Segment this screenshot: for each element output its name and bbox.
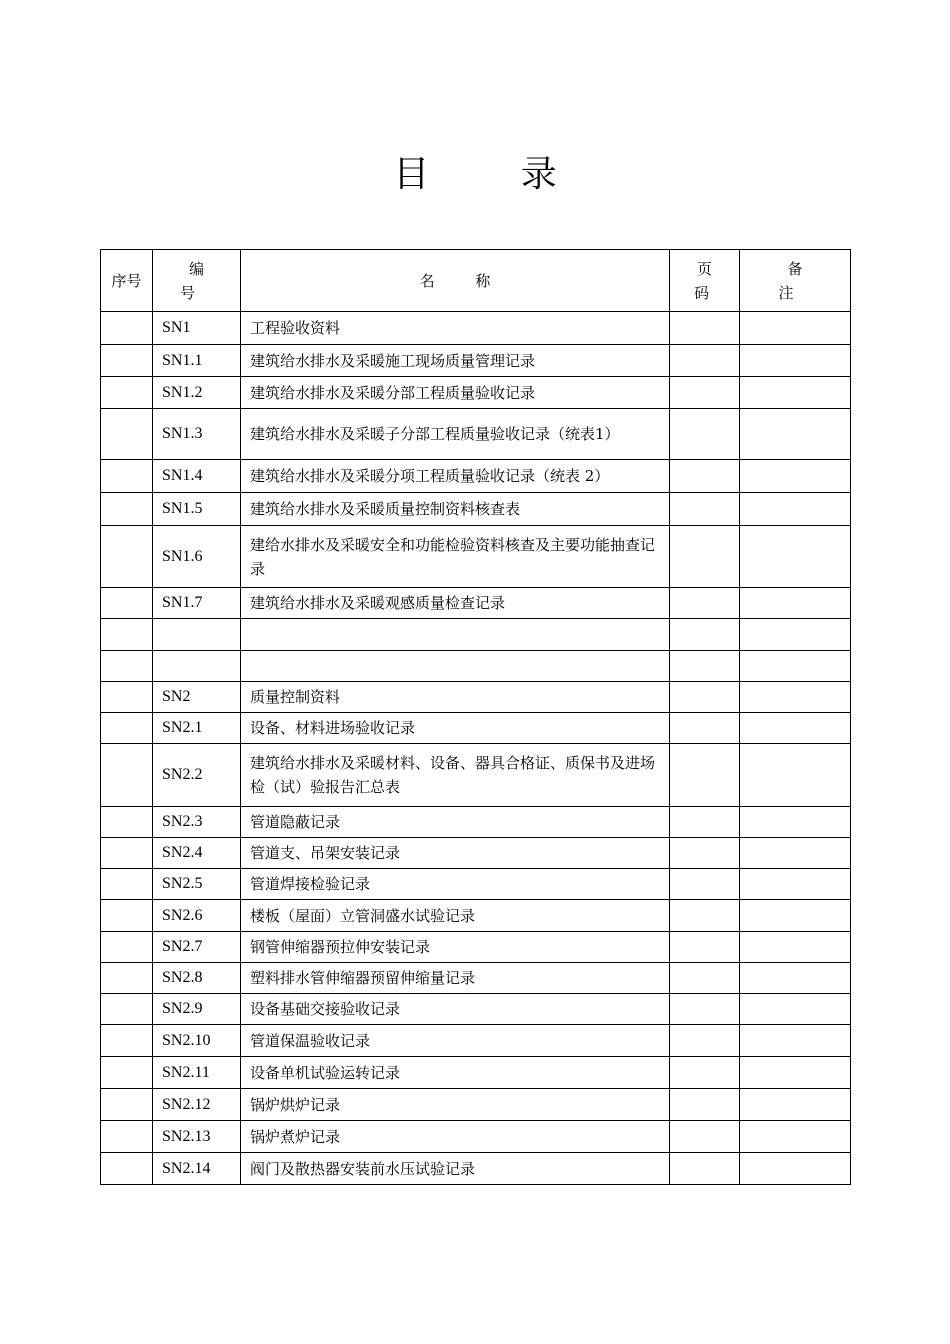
table-row bbox=[101, 345, 851, 377]
page-cell bbox=[670, 409, 740, 460]
name-cell: 建筑给水排水及采暖施工现场质量管理记录 bbox=[241, 345, 670, 377]
remark-cell bbox=[740, 682, 851, 713]
code-cell: SN2.11 bbox=[153, 1057, 241, 1089]
table-row bbox=[101, 1025, 851, 1057]
page-cell bbox=[670, 1121, 740, 1153]
seq-cell bbox=[101, 713, 153, 744]
remark-cell bbox=[740, 1121, 851, 1153]
code-cell: SN2.10 bbox=[153, 1025, 241, 1057]
name-cell: 阀门及散热器安装前水压试验记录 bbox=[241, 1153, 670, 1185]
code-cell: SN1.6 bbox=[153, 526, 241, 588]
header-seq: 序号 bbox=[101, 250, 153, 312]
seq-cell bbox=[101, 682, 153, 713]
page-cell bbox=[670, 1057, 740, 1089]
name-cell: 建筑给水排水及采暖分部工程质量验收记录 bbox=[241, 377, 670, 409]
name-cell: 管道保温验收记录 bbox=[241, 1025, 670, 1057]
name-cell bbox=[241, 619, 670, 651]
remark-cell bbox=[740, 994, 851, 1025]
name-cell bbox=[241, 651, 670, 682]
toc-body bbox=[101, 312, 851, 1185]
table-header-row bbox=[101, 250, 851, 312]
code-cell: SN1.2 bbox=[153, 377, 241, 409]
name-cell: 设备基础交接验收记录 bbox=[241, 994, 670, 1025]
remark-cell bbox=[740, 651, 851, 682]
table-row bbox=[101, 409, 851, 460]
seq-cell bbox=[101, 588, 153, 619]
table-row bbox=[101, 619, 851, 651]
name-cell: 钢管伸缩器预拉伸安装记录 bbox=[241, 932, 670, 963]
header-name: 名 称 bbox=[241, 250, 670, 312]
name-cell: 设备、材料进场验收记录 bbox=[241, 713, 670, 744]
table-row bbox=[101, 1089, 851, 1121]
table-row bbox=[101, 377, 851, 409]
seq-cell bbox=[101, 963, 153, 994]
page-cell bbox=[670, 377, 740, 409]
table-row bbox=[101, 493, 851, 526]
seq-cell bbox=[101, 932, 153, 963]
code-cell: SN2.14 bbox=[153, 1153, 241, 1185]
table-row bbox=[101, 807, 851, 838]
remark-cell bbox=[740, 409, 851, 460]
remark-cell bbox=[740, 1057, 851, 1089]
remark-cell bbox=[740, 963, 851, 994]
table-row bbox=[101, 1121, 851, 1153]
seq-cell bbox=[101, 1153, 153, 1185]
header-code: 编 号 bbox=[153, 250, 241, 312]
page-cell bbox=[670, 312, 740, 345]
remark-cell bbox=[740, 588, 851, 619]
remark-cell bbox=[740, 1153, 851, 1185]
seq-cell bbox=[101, 460, 153, 493]
name-cell: 建筑给水排水及采暖子分部工程质量验收记录（统表1） bbox=[241, 409, 670, 460]
page-cell bbox=[670, 588, 740, 619]
code-cell: SN1.4 bbox=[153, 460, 241, 493]
seq-cell bbox=[101, 1025, 153, 1057]
remark-cell bbox=[740, 713, 851, 744]
page-title: 目 录 bbox=[393, 154, 597, 195]
code-cell: SN2.12 bbox=[153, 1089, 241, 1121]
code-cell: SN2.8 bbox=[153, 963, 241, 994]
table-row bbox=[101, 838, 851, 869]
table-row bbox=[101, 651, 851, 682]
section-row bbox=[101, 682, 851, 713]
seq-cell bbox=[101, 409, 153, 460]
name-cell: 建给水排水及采暖安全和功能检验资料核查及主要功能抽查记录 bbox=[241, 526, 670, 588]
page-cell bbox=[670, 619, 740, 651]
page-cell bbox=[670, 1089, 740, 1121]
seq-cell bbox=[101, 526, 153, 588]
seq-cell bbox=[101, 651, 153, 682]
code-cell: SN2.4 bbox=[153, 838, 241, 869]
name-cell: 建筑给水排水及采暖观感质量检查记录 bbox=[241, 588, 670, 619]
table-row bbox=[101, 900, 851, 932]
page-cell bbox=[670, 744, 740, 807]
toc-table bbox=[100, 249, 851, 1185]
remark-cell bbox=[740, 900, 851, 932]
table-row bbox=[101, 526, 851, 588]
table-row bbox=[101, 869, 851, 900]
code-cell: SN1.7 bbox=[153, 588, 241, 619]
name-cell: 设备单机试验运转记录 bbox=[241, 1057, 670, 1089]
section-row bbox=[101, 312, 851, 345]
page-cell bbox=[670, 900, 740, 932]
table-row bbox=[101, 932, 851, 963]
code-cell: SN2.7 bbox=[153, 932, 241, 963]
code-cell: SN2.9 bbox=[153, 994, 241, 1025]
seq-cell bbox=[101, 619, 153, 651]
code-cell bbox=[153, 651, 241, 682]
seq-cell bbox=[101, 900, 153, 932]
table-row bbox=[101, 588, 851, 619]
name-cell: 建筑给水排水及采暖质量控制资料核查表 bbox=[241, 493, 670, 526]
code-cell: SN2 bbox=[153, 682, 241, 713]
remark-cell bbox=[740, 838, 851, 869]
code-cell: SN2.6 bbox=[153, 900, 241, 932]
header-page: 页 码 bbox=[670, 250, 740, 312]
name-cell: 楼板（屋面）立管洞盛水试验记录 bbox=[241, 900, 670, 932]
name-cell: 质量控制资料 bbox=[241, 682, 670, 713]
table-row bbox=[101, 713, 851, 744]
page-cell bbox=[670, 493, 740, 526]
page-cell bbox=[670, 1153, 740, 1185]
page-cell bbox=[670, 807, 740, 838]
code-cell: SN1.3 bbox=[153, 409, 241, 460]
seq-cell bbox=[101, 1089, 153, 1121]
seq-cell bbox=[101, 493, 153, 526]
code-cell bbox=[153, 619, 241, 651]
remark-cell bbox=[740, 345, 851, 377]
name-cell: 管道焊接检验记录 bbox=[241, 869, 670, 900]
seq-cell bbox=[101, 869, 153, 900]
seq-cell bbox=[101, 345, 153, 377]
remark-cell bbox=[740, 493, 851, 526]
code-cell: SN1.1 bbox=[153, 345, 241, 377]
page-cell bbox=[670, 460, 740, 493]
remark-cell bbox=[740, 1089, 851, 1121]
remark-cell bbox=[740, 619, 851, 651]
name-cell: 工程验收资料 bbox=[241, 312, 670, 345]
seq-cell bbox=[101, 744, 153, 807]
name-cell: 建筑给水排水及采暖分项工程质量验收记录（统表 2） bbox=[241, 460, 670, 493]
page-cell bbox=[670, 713, 740, 744]
table-row bbox=[101, 460, 851, 493]
remark-cell bbox=[740, 744, 851, 807]
seq-cell bbox=[101, 807, 153, 838]
seq-cell bbox=[101, 838, 153, 869]
code-cell: SN2.3 bbox=[153, 807, 241, 838]
seq-cell bbox=[101, 312, 153, 345]
table-row bbox=[101, 963, 851, 994]
name-cell: 建筑给水排水及采暖材料、设备、器具合格证、质保书及进场检（试）验报告汇总表 bbox=[241, 744, 670, 807]
remark-cell bbox=[740, 526, 851, 588]
remark-cell bbox=[740, 460, 851, 493]
remark-cell bbox=[740, 869, 851, 900]
page-cell bbox=[670, 932, 740, 963]
table-row bbox=[101, 1057, 851, 1089]
remark-cell bbox=[740, 807, 851, 838]
code-cell: SN2.13 bbox=[153, 1121, 241, 1153]
name-cell: 塑料排水管伸缩器预留伸缩量记录 bbox=[241, 963, 670, 994]
table-row bbox=[101, 994, 851, 1025]
page-cell bbox=[670, 994, 740, 1025]
page-cell bbox=[670, 345, 740, 377]
seq-cell bbox=[101, 377, 153, 409]
remark-cell bbox=[740, 312, 851, 345]
code-cell: SN1.5 bbox=[153, 493, 241, 526]
table-row bbox=[101, 744, 851, 807]
seq-cell bbox=[101, 1121, 153, 1153]
name-cell: 锅炉烘炉记录 bbox=[241, 1089, 670, 1121]
name-cell: 管道支、吊架安装记录 bbox=[241, 838, 670, 869]
page-cell bbox=[670, 651, 740, 682]
page-cell bbox=[670, 869, 740, 900]
page-cell bbox=[670, 682, 740, 713]
name-cell: 锅炉煮炉记录 bbox=[241, 1121, 670, 1153]
header-remark: 备 注 bbox=[740, 250, 851, 312]
seq-cell bbox=[101, 994, 153, 1025]
code-cell: SN2.1 bbox=[153, 713, 241, 744]
page-cell bbox=[670, 526, 740, 588]
remark-cell bbox=[740, 377, 851, 409]
page-cell bbox=[670, 1025, 740, 1057]
code-cell: SN1 bbox=[153, 312, 241, 345]
name-cell: 管道隐蔽记录 bbox=[241, 807, 670, 838]
code-cell: SN2.2 bbox=[153, 744, 241, 807]
table-row bbox=[101, 1153, 851, 1185]
page-cell bbox=[670, 963, 740, 994]
remark-cell bbox=[740, 932, 851, 963]
remark-cell bbox=[740, 1025, 851, 1057]
page-cell bbox=[670, 838, 740, 869]
code-cell: SN2.5 bbox=[153, 869, 241, 900]
seq-cell bbox=[101, 1057, 153, 1089]
